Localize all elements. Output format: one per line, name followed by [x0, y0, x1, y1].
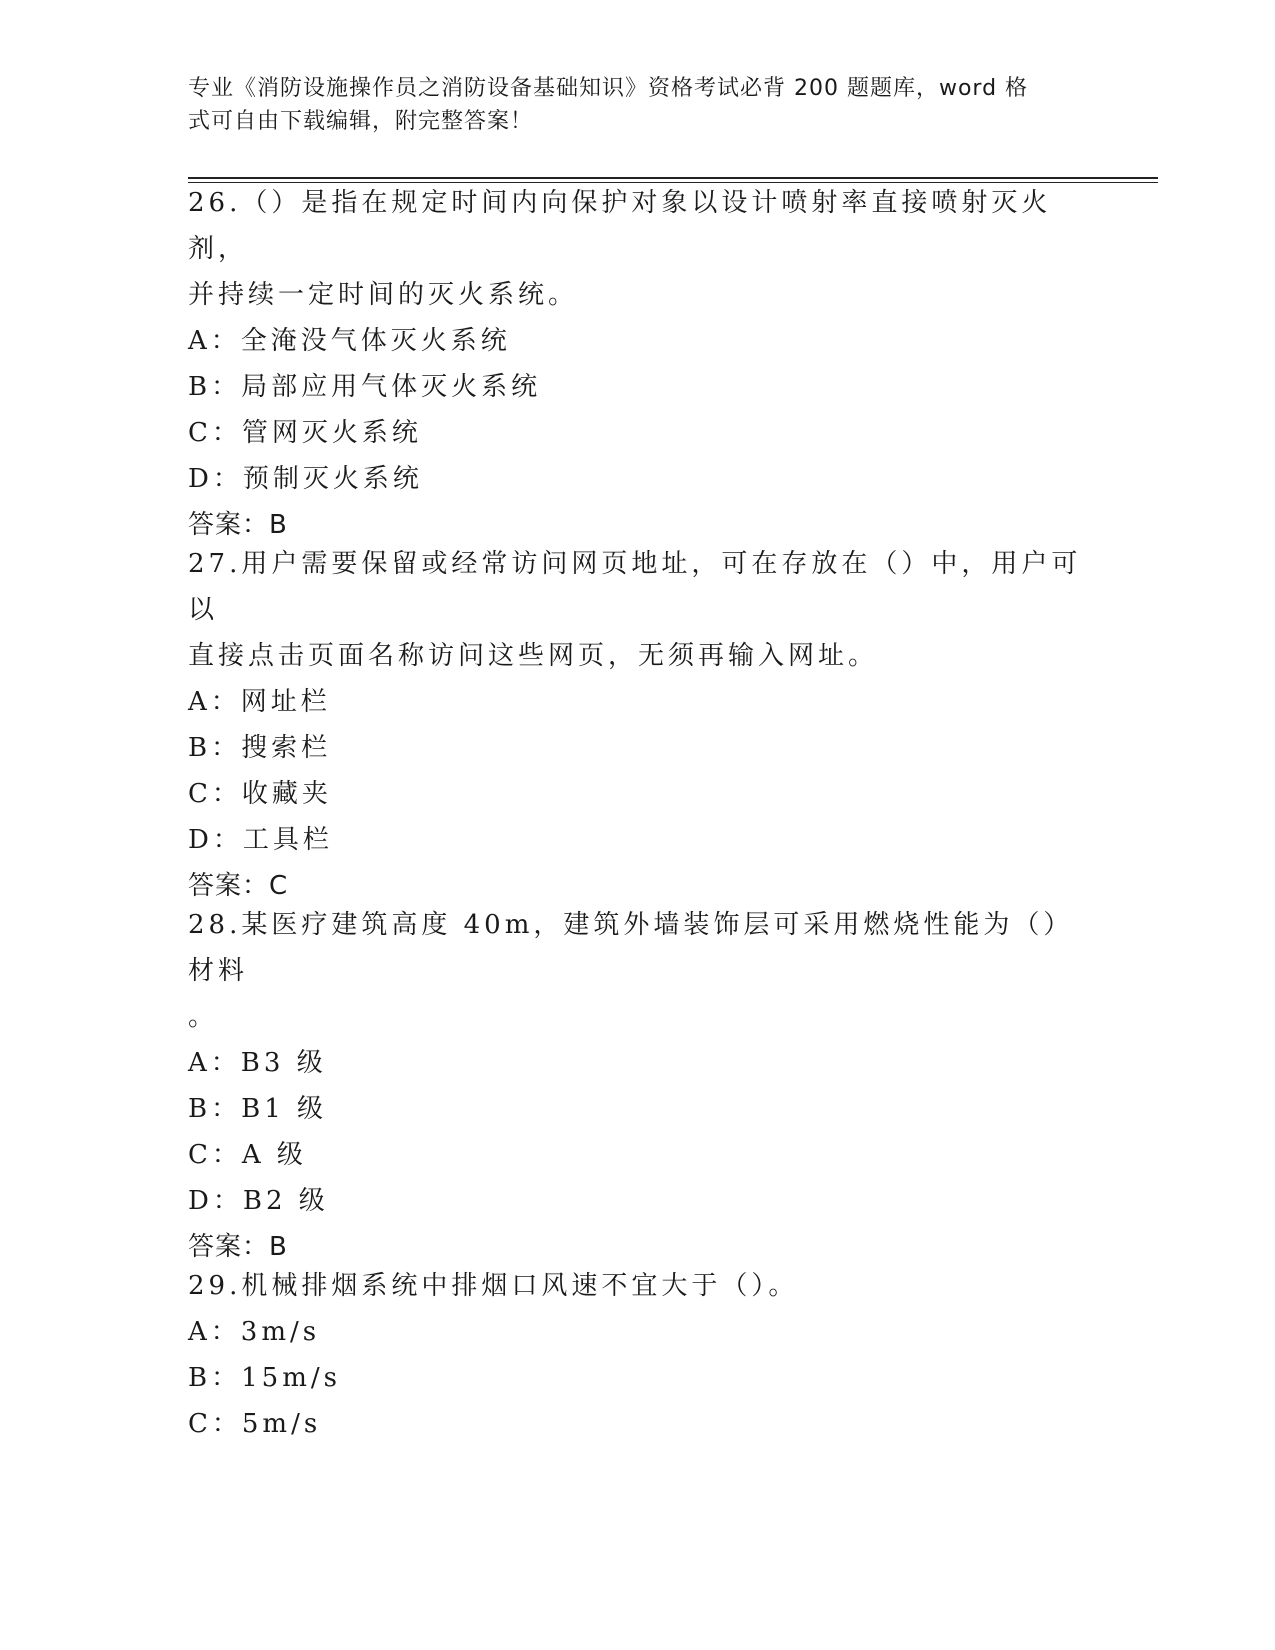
question-stem-line: 。 — [188, 1002, 219, 1032]
option-a: A：网址栏 — [188, 687, 331, 717]
option-a: A：B3 级 — [188, 1048, 327, 1078]
header-line-2: 式可自由下载编辑，附完整答案！ — [188, 109, 534, 134]
question-stem-line: 27.用户需要保留或经常访问网页地址，可在存放在（）中，用户可以 — [188, 549, 1082, 625]
option-b: B：B1 级 — [188, 1094, 328, 1124]
option-b: B：15m/s — [188, 1363, 341, 1393]
question-26 — [188, 180, 1088, 548]
answer: 答案：B — [188, 1232, 288, 1262]
header-line-1: 专业《消防设施操作员之消防设备基础知识》资格考试必背 200 题题库，word 格 — [188, 76, 1029, 101]
option-d: D：工具栏 — [188, 825, 333, 855]
option-d: D：B2 级 — [188, 1186, 329, 1216]
header-divider-thick — [188, 177, 1158, 179]
option-a: A：全淹没气体灭火系统 — [188, 326, 511, 356]
question-stem-line: 26.（）是指在规定时间内向保护对象以设计喷射率直接喷射灭火剂， — [188, 188, 1052, 264]
option-c: C：管网灭火系统 — [188, 418, 422, 448]
question-28 — [188, 902, 1088, 1270]
question-29 — [188, 1263, 1088, 1447]
option-c: C：5m/s — [188, 1409, 322, 1439]
document-header — [188, 72, 1068, 138]
option-b: B：搜索栏 — [188, 733, 332, 763]
question-stem-line: 29.机械排烟系统中排烟口风速不宜大于（）。 — [188, 1271, 799, 1301]
question-27 — [188, 541, 1088, 909]
option-c: C：收藏夹 — [188, 779, 332, 809]
question-stem-line: 28.某医疗建筑高度 40m，建筑外墙装饰层可采用燃烧性能为（）材料 — [188, 910, 1074, 986]
option-b: B：局部应用气体灭火系统 — [188, 372, 542, 402]
answer: 答案：B — [188, 510, 288, 540]
option-a: A：3m/s — [188, 1317, 321, 1347]
question-stem-line: 并持续一定时间的灭火系统。 — [188, 280, 579, 310]
option-d: D：预制灭火系统 — [188, 464, 423, 494]
question-stem-line: 直接点击页面名称访问这些网页，无须再输入网址。 — [188, 641, 879, 671]
option-c: C：A 级 — [188, 1140, 307, 1170]
answer: 答案：C — [188, 871, 289, 901]
